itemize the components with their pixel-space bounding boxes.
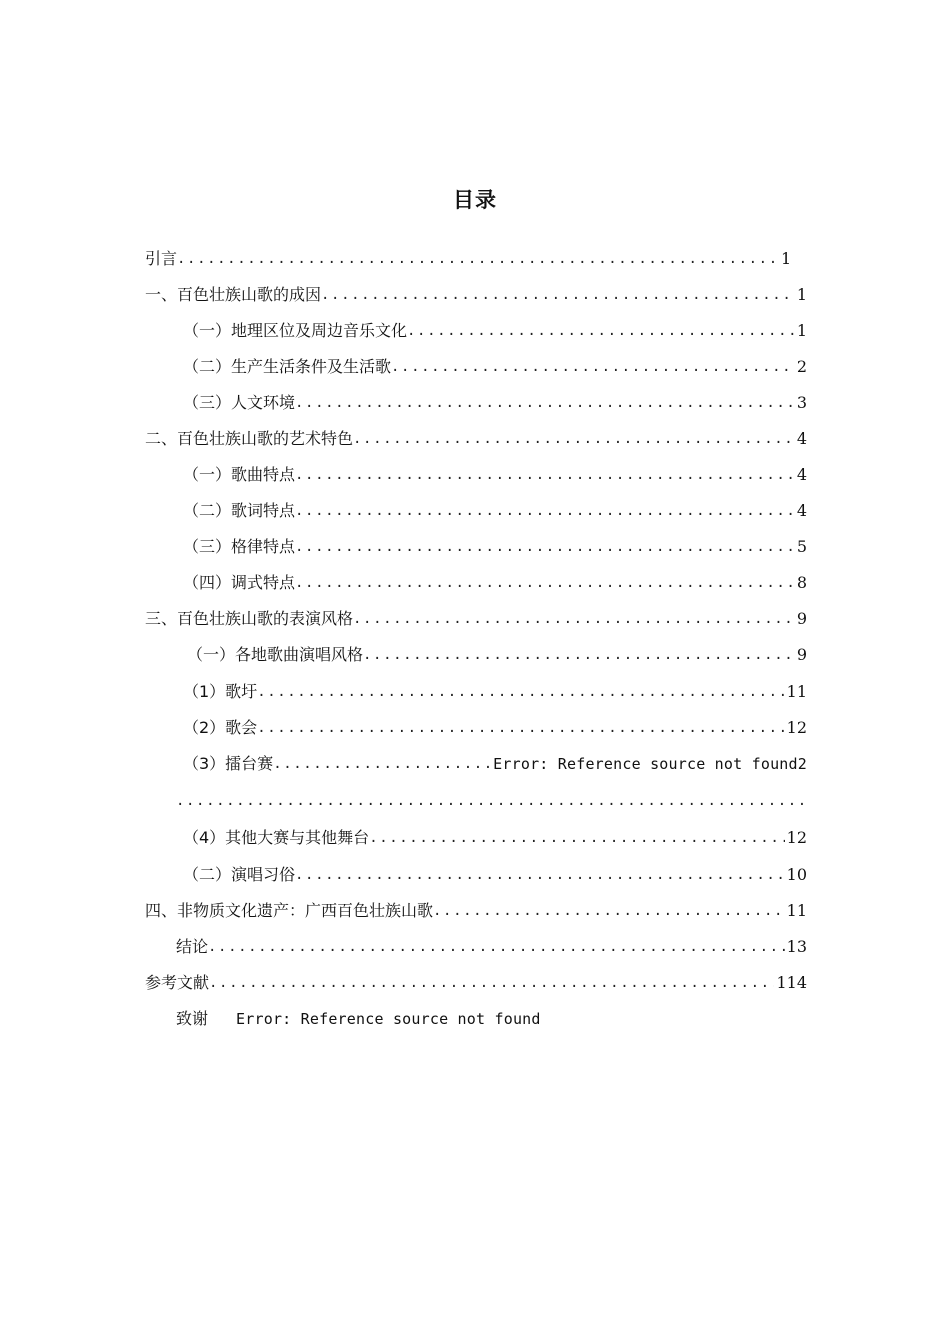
toc-page-number: 5	[796, 537, 807, 556]
reference-error-text: Error: Reference source not found	[236, 1010, 541, 1028]
dot-leader	[257, 715, 784, 741]
toc-entry-label: 致谢	[176, 1009, 209, 1028]
toc-page-number: 9	[796, 609, 807, 628]
toc-entry-chapter-4[interactable]	[145, 898, 807, 924]
toc-entry-section-3-2[interactable]	[183, 862, 807, 888]
dot-leader	[295, 570, 795, 596]
toc-entry-section-1-2[interactable]	[183, 354, 807, 380]
toc-entry-label: （三）人文环境	[183, 393, 296, 412]
toc-entry-label: 参考文献	[145, 973, 210, 992]
dot-leader	[353, 426, 795, 452]
toc-page-number: 12	[786, 828, 807, 847]
toc-entry-section-2-4[interactable]	[183, 570, 807, 596]
dot-leader	[321, 282, 795, 308]
toc-page-number: 1	[781, 249, 792, 268]
toc-page-number: 1	[796, 285, 807, 304]
dot-leader	[295, 498, 795, 524]
toc-entry-section-2-2[interactable]	[183, 498, 807, 524]
toc-entry-chapter-2[interactable]	[145, 426, 807, 452]
dot-leader	[176, 788, 804, 814]
dot-leader	[363, 642, 795, 668]
dot-leader	[353, 606, 795, 632]
toc-entry-label: （二）演唱习俗	[183, 865, 296, 884]
dot-leader	[177, 246, 779, 272]
toc-page-number: 11	[786, 901, 807, 920]
toc-entry-label: （4）其他大赛与其他舞台	[183, 828, 370, 847]
toc-page-number: 4	[796, 465, 807, 484]
toc-entry-subsection-3-1-3[interactable]	[183, 751, 807, 777]
toc-entry-label: （二）生产生活条件及生活歌	[183, 357, 392, 376]
toc-entry-label: （一）歌曲特点	[183, 465, 296, 484]
toc-page-number: 2	[796, 357, 807, 376]
toc-entry-section-1-3[interactable]	[183, 390, 807, 416]
toc-entry-label: 结论	[176, 937, 209, 956]
dot-leader	[433, 898, 785, 924]
toc-entry-section-1-1[interactable]	[183, 318, 807, 344]
toc-entry-chapter-1[interactable]	[145, 282, 807, 308]
toc-entry-label: （二）歌词特点	[183, 501, 296, 520]
toc-entry-section-2-3[interactable]	[183, 534, 807, 560]
page-title: 目录	[453, 188, 497, 212]
dot-leader	[209, 970, 774, 996]
toc-page-number: 10	[786, 865, 807, 884]
toc-page-number: 1	[796, 321, 807, 340]
dot-leader-continuation	[176, 788, 804, 814]
toc-entry-subsection-3-1-4[interactable]	[183, 825, 807, 851]
toc-page-number: 4	[796, 501, 807, 520]
toc-entry-section-2-1[interactable]	[183, 462, 807, 488]
toc-entry-conclusion[interactable]	[176, 934, 807, 960]
toc-page-number: 4	[796, 429, 807, 448]
toc-entry-subsection-3-1-2[interactable]	[183, 715, 807, 741]
toc-entry-label: 四、非物质文化遗产：广西百色壮族山歌	[145, 901, 434, 920]
toc-entry-label: 二、百色壮族山歌的艺术特色	[145, 429, 354, 448]
toc-entry-label: （一）各地歌曲演唱风格	[187, 645, 364, 664]
dot-leader	[391, 354, 795, 380]
toc-entry-subsection-3-1-1[interactable]	[183, 679, 807, 705]
toc-entry-acknowledgements[interactable]	[176, 1006, 541, 1032]
dot-leader	[407, 318, 795, 344]
dot-leader	[295, 534, 795, 560]
toc-page-number: 13	[786, 937, 807, 956]
toc-page-number: 12	[786, 718, 807, 737]
dot-leader	[369, 825, 784, 851]
dot-leader	[295, 390, 795, 416]
toc-page-number: 11	[786, 682, 807, 701]
toc-entry-chapter-3[interactable]	[145, 606, 807, 632]
toc-entry-label: （3）擂台赛	[183, 754, 274, 773]
toc-entry-label: 三、百色壮族山歌的表演风格	[145, 609, 354, 628]
reference-error-text: Error: Reference source not found2	[493, 755, 807, 773]
dot-leader	[257, 679, 784, 705]
toc-entry-references[interactable]	[145, 970, 807, 996]
toc-entry-label: 一、百色壮族山歌的成因	[145, 285, 322, 304]
toc-entry-intro[interactable]	[145, 246, 807, 272]
dot-leader	[208, 934, 785, 960]
toc-page-number: 8	[796, 573, 807, 592]
toc-entry-label: （一）地理区位及周边音乐文化	[183, 321, 408, 340]
toc-entry-label: （四）调式特点	[183, 573, 296, 592]
toc-page-number: 3	[796, 393, 807, 412]
toc-page-number: 114	[776, 973, 807, 992]
dot-leader	[273, 751, 493, 777]
dot-leader	[295, 462, 795, 488]
toc-entry-label: （1）歌圩	[183, 682, 258, 701]
toc-entry-label: （2）歌会	[183, 718, 258, 737]
toc-entry-section-3-1[interactable]	[187, 642, 807, 668]
toc-page-number: 9	[796, 645, 807, 664]
dot-leader	[295, 862, 785, 888]
toc-entry-label: 引言	[145, 249, 178, 268]
toc-entry-label: （三）格律特点	[183, 537, 296, 556]
